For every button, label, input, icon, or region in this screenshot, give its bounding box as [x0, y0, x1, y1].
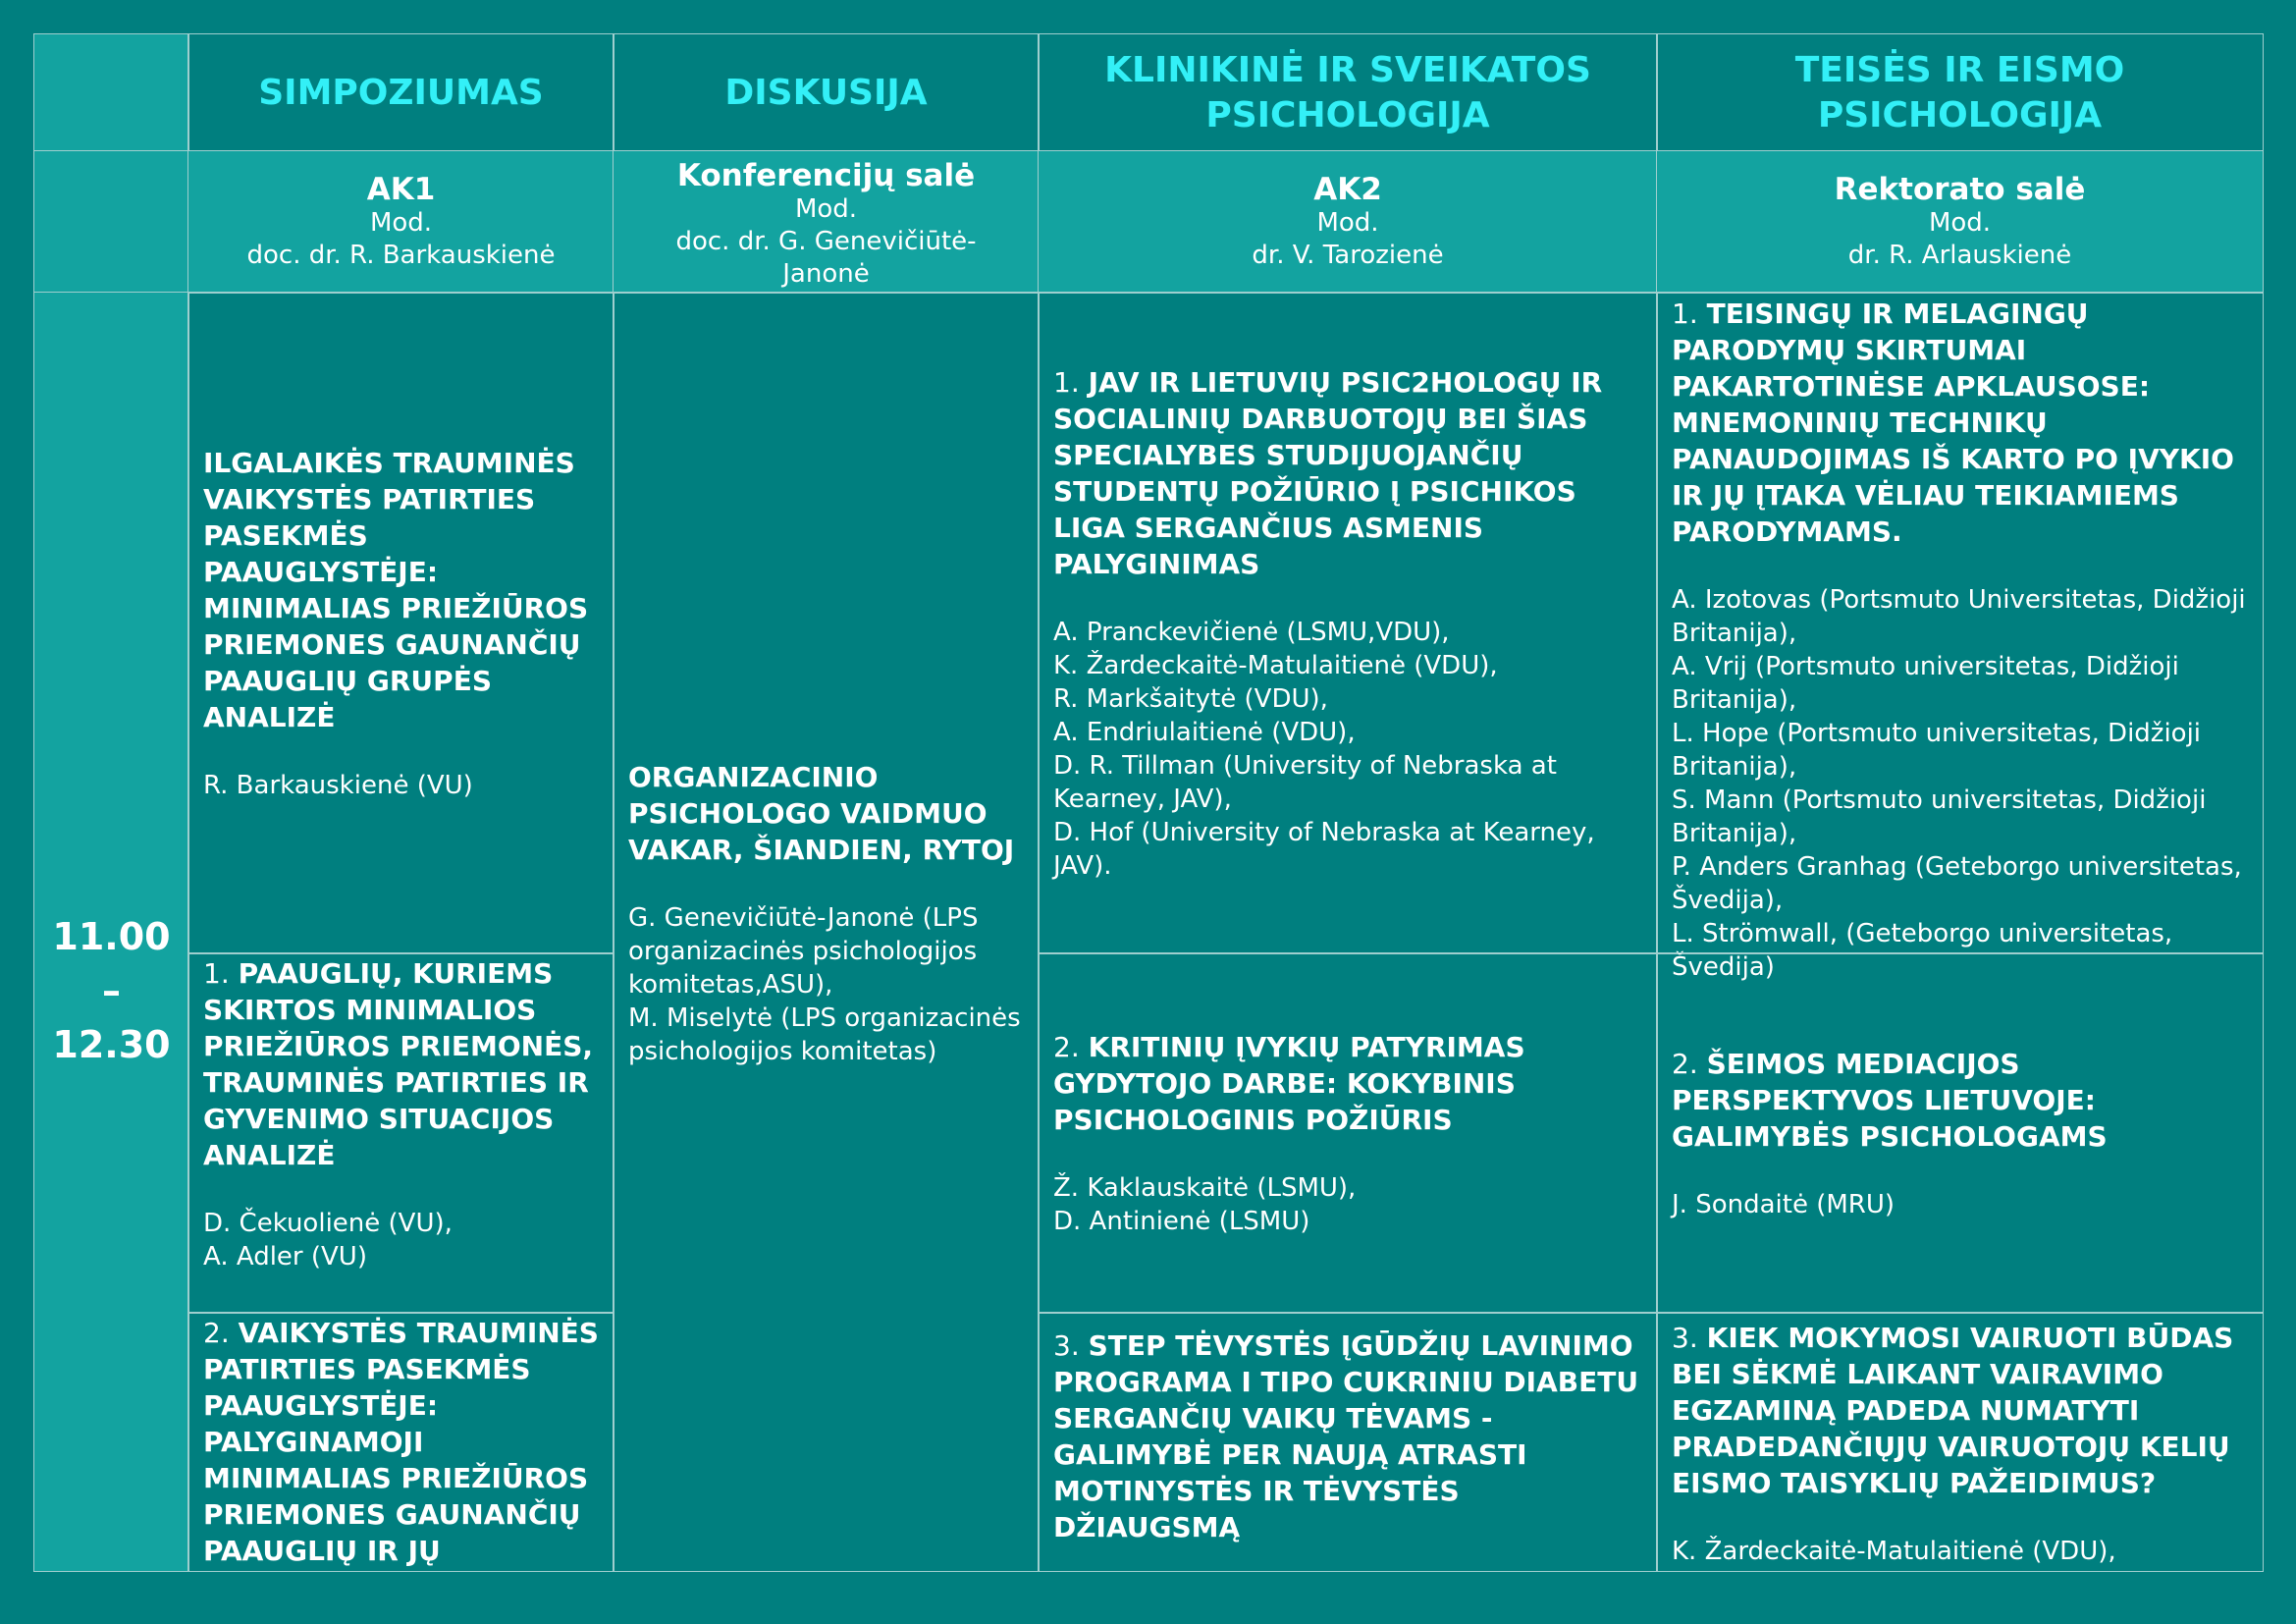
time-start: 11.00 [52, 914, 171, 958]
time-end: 12.30 [52, 1022, 171, 1066]
time-column-subheader [33, 150, 189, 294]
teises-talk-3 [1656, 1312, 2264, 1572]
author: D. R. Tillman (University of Nebraska at Kearney, JAV), [1053, 750, 1557, 814]
talk-number: 1. [1672, 298, 1707, 330]
author: S. Mann (Portsmuto universitetas, Didžioji Britanija), [1672, 785, 2207, 848]
mod-label: Mod. [794, 194, 858, 224]
author: G. Genevičiūtė-Janonė (LPS organizacinės psichologijos komitetas,ASU), [628, 903, 979, 1000]
author: K. Žardeckaitė-Matulaitienė (VDU), [1053, 650, 1498, 680]
author: J. Sondaitė (MRU) [1672, 1189, 1896, 1219]
talk-title: 2. VAIKYSTĖS TRAUMINĖS PATIRTIES PASEKMĖS PAAUGLYSTĖJE: PALYGINAMOJI MINIMALIAS PRIEŽIŪROS PRIEMONES GAUNANČIŲ PAAUGLIŲ IR JŲ [203, 1317, 599, 1567]
author: A. Pranckevičienė (LSMU,VDU), [1053, 617, 1450, 647]
author: R. Markšaitytė (VDU), [1053, 683, 1328, 714]
time-column-header [33, 33, 189, 152]
author: D. Antinienė (LSMU) [1053, 1206, 1310, 1236]
talk-number: 2. [203, 1317, 239, 1349]
moderator: doc. dr. R. Barkauskienė [246, 241, 556, 270]
talk-title: ILGALAIKĖS TRAUMINĖS VAIKYSTĖS PATIRTIES PASEKMĖS PAAUGLYSTĖJE: MINIMALIAS PRIEŽIŪROS PRIEMONES GAUNANČIŲ PAAUGLIŲ GRUPĖS ANALIZĖ [203, 446, 589, 733]
author: L. Hope (Portsmuto universitetas, Didžioji Britanija), [1672, 719, 2202, 782]
author: A. Endriulaitienė (VDU), [1053, 717, 1356, 747]
room-konferenciju-sale [613, 150, 1040, 294]
author: M. Miselytė (LPS organizacinės psichologijos komitetas) [628, 1003, 1021, 1066]
talk-title: 2. KRITINIŲ ĮVYKIŲ PATYRIMAS GYDYTOJO DARBE: KOKYBINIS PSICHOLOGINIS POŽIŪRIS [1053, 1030, 1525, 1136]
header-diskusija: DISKUSIJA [613, 33, 1040, 152]
header-teises: TEISĖS IR EISMO PSICHOLOGIJA [1656, 33, 2264, 152]
talk-title: 1. JAV IR LIETUVIŲ PSIC2HOLOGŲ IR SOCIALINIŲ DARBUOTOJŲ BEI ŠIAS SPECIALYBES STUDIJUOJANČIŲ STUDENTŲ POŽIŪRIO Į PSICHIKOS LIGA SERGANČIUS ASMENIS PALYGINIMAS [1053, 365, 1603, 580]
room-rektorato-sale [1656, 150, 2264, 294]
author: R. Barkauskienė (VU) [203, 770, 473, 800]
author: A. Vrij (Portsmuto universitetas, Didžioji Britanija), [1672, 652, 2179, 715]
talk-number: 3. [1672, 1322, 1707, 1354]
header-klinikine: KLINIKINĖ IR SVEIKATOS PSICHOLOGIJA [1038, 33, 1658, 152]
header-simpoziumas: SIMPOZIUMAS [187, 33, 614, 152]
talk-number: 2. [1053, 1030, 1089, 1063]
author: L. Strömwall, (Geteborgo universitetas, Švedija) [1672, 919, 2173, 982]
talk-number: 1. [1053, 365, 1089, 399]
talk-title: 1. TEISINGŲ IR MELAGINGŲ PARODYMŲ SKIRTUMAI PAKARTOTINĖSE APKLAUSOSE: MNEMONINIŲ TECHNIKŲ PANAUDOJIMAS IŠ KARTO PO ĮVYKIO IR JŲ ĮTAKA VĖLIAU TEIKIAMIEMS PARODYMAMS. [1672, 298, 2234, 548]
author: Ž. Kaklauskaitė (LSMU), [1053, 1172, 1357, 1203]
klinikine-talk-1 [1038, 292, 1658, 954]
time-dash: – [102, 968, 121, 1012]
room-name: Rektorato salė [1834, 172, 2086, 207]
author: D. Hof (University of Nebraska at Kearney, JAV). [1053, 817, 1595, 881]
moderator: dr. V. Tarozienė [1252, 241, 1444, 270]
talk-title: 2. ŠEIMOS MEDIACIJOS PERSPEKTYVOS LIETUVOJE: GALIMYBĖS PSICHOLOGAMS [1672, 1047, 2108, 1153]
moderator: doc. dr. G. Genevičiūtė-Janonė [675, 227, 977, 289]
klinikine-talk-3 [1038, 1312, 1658, 1572]
talk-title: 1. PAAUGLIŲ, KURIEMS SKIRTOS MINIMALIOS PRIEŽIŪROS PRIEMONĖS, TRAUMINĖS PATIRTIES IR GYVENIMO SITUACIJOS ANALIZĖ [203, 957, 594, 1171]
moderator: dr. R. Arlauskienė [1847, 241, 2072, 270]
simpoziumas-talk-1 [187, 952, 614, 1314]
diskusija-panel [613, 292, 1040, 1572]
mod-label: Mod. [1928, 208, 1992, 238]
room-name: Konferencijų salė [676, 158, 976, 193]
author: D. Čekuolienė (VU), [203, 1209, 453, 1238]
simpoziumas-talk-2 [187, 1312, 614, 1572]
room-ak1 [187, 150, 614, 294]
talk-title: ORGANIZACINIO PSICHOLOGO VAIDMUO VAKAR, ŠIANDIEN, RYTOJ [628, 761, 1015, 866]
talk-number: 1. [203, 957, 239, 990]
teises-talk-2 [1656, 952, 2264, 1314]
simpoziumas-intro [187, 292, 614, 954]
teises-talk-1 [1656, 292, 2264, 982]
author: A. Adler (VU) [203, 1242, 367, 1272]
author: K. Žardeckaitė-Matulaitienė (VDU), [1672, 1537, 2116, 1566]
session-time [33, 292, 189, 1572]
talk-title: 3. KIEK MOKYMOSI VAIRUOTI BŪDAS BEI SĖKMĖ LAIKANT VAIRAVIMO EGZAMINĄ PADEDA NUMATYTI PRADEDANČIŲJŲ VAIRUOTOJŲ KELIŲ EISMO TAISYKLIŲ PAŽEIDIMUS? [1672, 1322, 2234, 1499]
talk-title: 3. STEP TĖVYSTĖS ĮGŪDŽIŲ LAVINIMO PROGRAMA I TIPO CUKRINIU DIABETU SERGANČIŲ VAIKŲ TĖVAMS - GALIMYBĖ PER NAUJĄ ATRASTI MOTINYSTĖS IR TĖVYSTĖS DŽIAUGSMĄ [1053, 1329, 1639, 1543]
author: A. Izotovas (Portsmuto Universitetas, Didžioji Britanija), [1672, 585, 2246, 648]
mod-label: Mod. [1316, 208, 1379, 238]
talk-number: 3. [1053, 1329, 1089, 1362]
talk-number: 2. [1672, 1047, 1707, 1080]
room-name: AK2 [1313, 172, 1382, 207]
klinikine-talk-2 [1038, 952, 1658, 1314]
room-ak2 [1038, 150, 1658, 294]
mod-label: Mod. [369, 208, 433, 238]
room-name: AK1 [366, 172, 436, 207]
author: P. Anders Granhag (Geteborgo universitetas, Švedija), [1672, 852, 2242, 915]
